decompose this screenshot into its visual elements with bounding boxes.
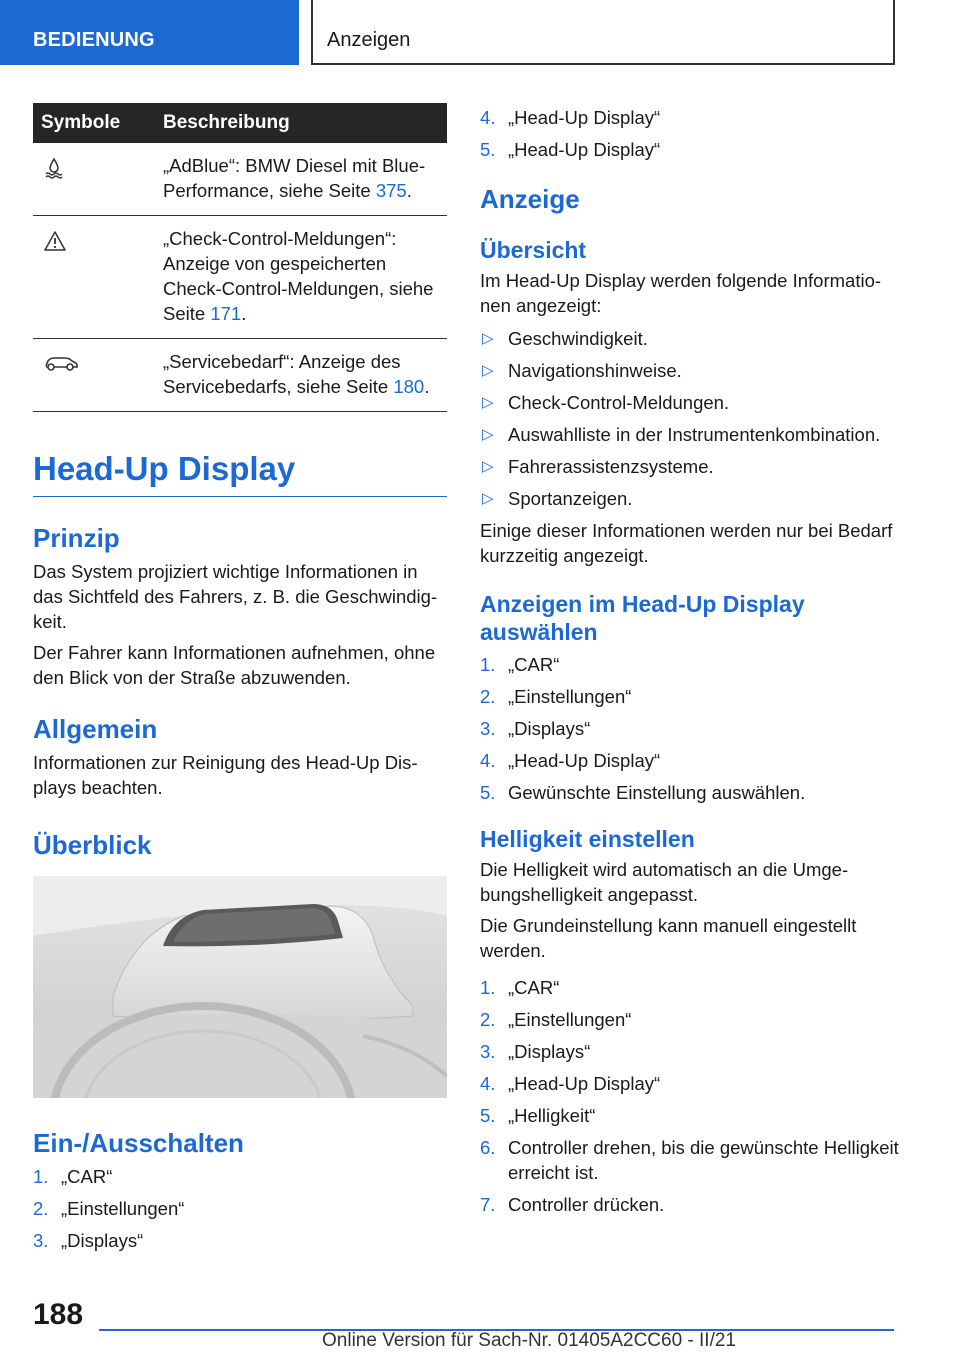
heading-uebersicht: Übersicht: [480, 237, 587, 263]
symbol-table: [33, 103, 447, 412]
column-header-beschreibung: Beschreibung: [155, 103, 447, 143]
list-item: 5. „Head-Up Display“: [480, 139, 661, 160]
right-column: [480, 103, 900, 1224]
table-header-row: [33, 103, 447, 143]
page-reference-link[interactable]: 171: [210, 303, 242, 324]
list-item: 5. Gewünschte Einstellung auswählen.: [480, 782, 806, 803]
warning-triangle-icon: [43, 230, 67, 252]
list-item: 3. „Displays“: [480, 1041, 591, 1062]
page-reference-link[interactable]: 180: [393, 376, 425, 397]
paragraph: Einige dieser Informationen werden nur bei Bedarf kurzzeitig angezeigt.: [480, 520, 893, 566]
steps-list: [33, 1164, 447, 1253]
paragraph: Im Head-Up Display werden folgende Informationen angezeigt:: [480, 270, 882, 316]
list-item: 1. „CAR“: [480, 977, 560, 998]
steps-list: [480, 652, 900, 805]
list-item: 2. „Einstellungen“: [480, 686, 632, 707]
heading-ein-ausschalten: Ein-/Ausschalten: [33, 1128, 244, 1158]
column-header-symbole: Symbole: [33, 103, 155, 143]
list-item: 3. „Displays“: [33, 1230, 144, 1251]
footer-version: Online Version für Sach-Nr. 01405A2CC60 - II/21: [322, 1330, 737, 1351]
left-column: [33, 103, 447, 1260]
page-header-title: Anzeigen: [327, 29, 411, 51]
page-header: [311, 0, 895, 65]
heading-anzeigen-auswaehlen: Anzeigen im Head-Up Display auswählen: [480, 591, 805, 645]
list-item: 1. „CAR“: [33, 1166, 113, 1187]
heading-helligkeit: Helligkeit einstellen: [480, 826, 695, 852]
paragraph: Das System projiziert wichtige Informationen in das Sichtfeld des Fahrers, z. B. die Geschwindigkeit.: [33, 561, 438, 632]
symbol-cell: [33, 339, 155, 412]
paragraph: Der Fahrer kann Informationen aufnehmen, ohne den Blick von der Straße abzuwenden.: [33, 642, 436, 688]
list-item: ▷ Check-Control-Meldungen.: [482, 392, 730, 413]
list-item: ▷ Navigationshinweise.: [482, 360, 682, 381]
head-up-display-photo: [33, 876, 447, 1098]
service-car-icon: [43, 353, 79, 373]
description-cell: „Servicebedarf“: Anzeige des Servicebedarfs, siehe Seite 180.: [155, 339, 447, 412]
list-item: 1. „CAR“: [480, 654, 560, 675]
list-item: 2. „Einstellungen“: [33, 1198, 185, 1219]
heading-head-up-display: Head-Up Display: [33, 450, 447, 497]
list-item: 3. „Displays“: [480, 718, 591, 739]
list-item: 4. „Head-Up Display“: [480, 750, 661, 771]
steps-list-continued: [480, 105, 900, 162]
description-cell: „AdBlue“: BMW Diesel mit BluePerformance, siehe Seite 375.: [155, 143, 447, 216]
table-row: [33, 216, 447, 339]
heading-ueberblick: Überblick: [33, 830, 152, 860]
list-item: ▷ Sportanzeigen.: [482, 488, 633, 509]
list-item: 4. „Head-Up Display“: [480, 1073, 661, 1094]
list-item: 5. „Helligkeit“: [480, 1105, 596, 1126]
paragraph: Informationen zur Reinigung des Head-Up Displays beachten.: [33, 752, 418, 798]
symbol-cell: [33, 143, 155, 216]
table-row: [33, 339, 447, 412]
page-number: 188: [33, 1298, 84, 1331]
heading-prinzip: Prinzip: [33, 523, 120, 553]
list-item: 7. Controller drücken.: [480, 1194, 665, 1215]
description-cell: „Check-Control-Meldungen“: Anzeige von gespeicherten Check-Control-Meldungen, siehe Seite 171.: [155, 216, 447, 339]
list-item: ▷ Auswahlliste in der Instrumentenkombination.: [482, 424, 881, 445]
symbol-cell: [33, 216, 155, 339]
page-reference-link[interactable]: 375: [375, 180, 407, 201]
section-tab: [0, 0, 299, 65]
adblue-icon: [43, 157, 65, 179]
info-list: [480, 326, 900, 511]
heading-allgemein: Allgemein: [33, 714, 158, 744]
list-item: ▷ Fahrerassistenzsysteme.: [482, 456, 714, 477]
section-label: BEDIENUNG: [33, 29, 155, 51]
table-row: [33, 143, 447, 216]
list-item: 2. „Einstellungen“: [480, 1009, 632, 1030]
list-item: 4. „Head-Up Display“: [480, 107, 661, 128]
list-item: 6. Controller drehen, bis die gewünschte Helligkeit erreicht ist.: [480, 1137, 899, 1183]
list-item: ▷ Geschwindigkeit.: [482, 328, 648, 349]
steps-list: [480, 975, 900, 1217]
paragraph: Die Grundeinstellung kann manuell eingestellt werden.: [480, 915, 857, 961]
paragraph: Die Helligkeit wird automatisch an die Umgebungshelligkeit angepasst.: [480, 859, 849, 905]
heading-anzeige: Anzeige: [480, 184, 580, 214]
